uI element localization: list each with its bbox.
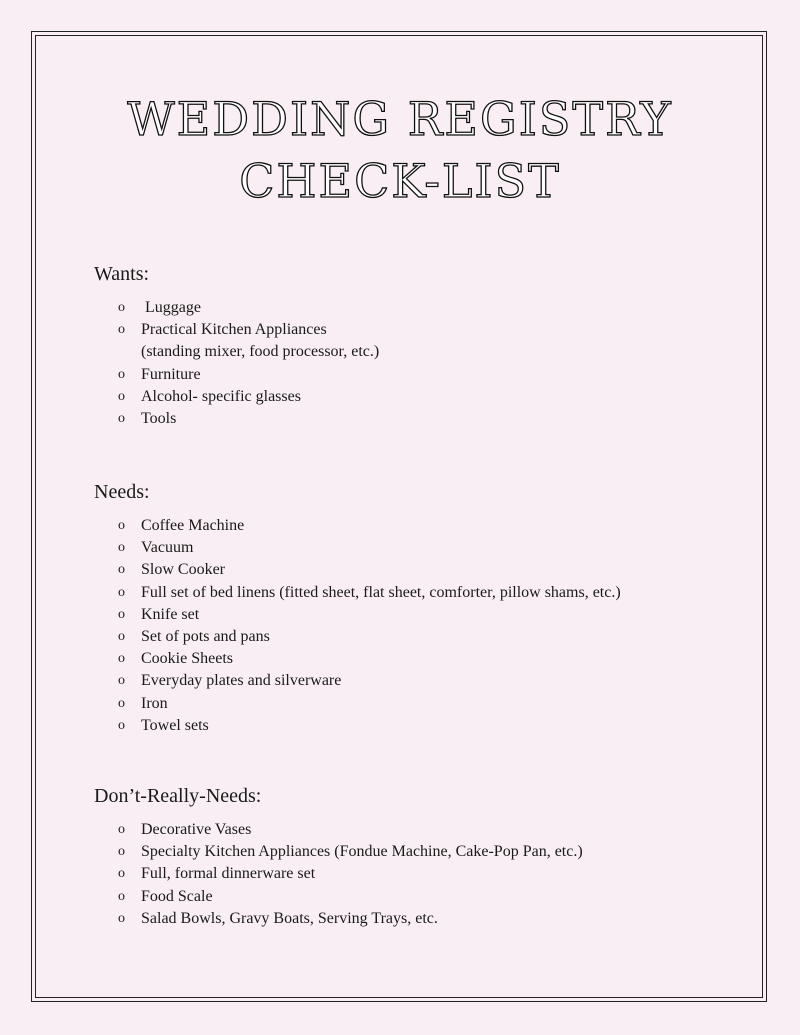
bullet-icon: o (118, 673, 125, 689)
title-line-1: WEDDING REGISTRY (127, 92, 673, 146)
section-heading: Don’t-Really-Needs: (94, 785, 262, 807)
bullet-icon: o (118, 822, 125, 837)
bullet-icon: o (118, 695, 125, 711)
bullet-icon: o (118, 518, 125, 533)
bullet-icon: o (118, 717, 125, 733)
list-item (94, 559, 621, 581)
section-heading: Needs: (94, 481, 150, 503)
title-line-2: CHECK-LIST (239, 154, 561, 208)
bullet-icon: o (118, 584, 125, 600)
item-text: Everyday plates and silverware (141, 672, 342, 690)
bullet-icon: o (118, 366, 125, 382)
section-dont-really-needs (94, 784, 583, 930)
item-text: Salad Bowls, Gravy Boats, Serving Trays, etc. (141, 909, 438, 927)
item-text: Furniture (141, 365, 201, 383)
item-text: Iron (141, 694, 168, 712)
bullet-icon: o (118, 300, 125, 315)
bullet-icon: o (118, 651, 125, 667)
page-title (0, 88, 800, 212)
section-needs (94, 480, 621, 737)
list-item (94, 693, 621, 715)
item-text: Cookie Sheets (141, 650, 233, 668)
bullet-icon: o (118, 866, 125, 882)
list-item (94, 386, 379, 408)
section-heading: Wants: (94, 263, 150, 285)
item-text: Knife set (141, 605, 200, 623)
bullet-icon: o (118, 322, 125, 338)
list-item (94, 908, 583, 930)
item-text: Tools (141, 410, 177, 428)
list-item (94, 626, 621, 648)
bullet-icon: o (118, 540, 125, 556)
list-item (94, 841, 583, 863)
bullet-icon: o (118, 629, 125, 645)
list-item (94, 715, 621, 737)
item-text: Food Scale (141, 887, 213, 905)
item-text: Specialty Kitchen Appliances (Fondue Machine, Cake-Pop Pan, etc.) (141, 843, 583, 861)
section-wants (94, 262, 379, 430)
list-item (94, 604, 621, 626)
item-text: Set of pots and pans (141, 628, 270, 646)
list-item (94, 408, 379, 430)
bullet-icon: o (118, 562, 125, 578)
bullet-icon: o (118, 388, 125, 404)
bullet-icon: o (118, 844, 125, 860)
item-text: Towel sets (141, 716, 209, 734)
list-item (94, 537, 621, 559)
list-item (94, 364, 379, 386)
bullet-icon: o (118, 888, 125, 904)
list-item (94, 670, 621, 692)
list-item (94, 515, 621, 537)
item-text: Decorative Vases (141, 821, 252, 838)
list-item (94, 648, 621, 670)
list-item (94, 319, 379, 363)
item-text: Alcohol- specific glasses (141, 387, 301, 405)
item-list (94, 515, 621, 737)
bullet-icon: o (118, 411, 125, 427)
list-item (94, 819, 583, 841)
item-text: Vacuum (141, 539, 194, 557)
item-text: Coffee Machine (141, 517, 245, 534)
item-text: Full set of bed linens (fitted sheet, flat sheet, comforter, pillow shams, etc.) (141, 583, 621, 601)
item-list (94, 297, 379, 430)
item-text: Full, formal dinnerware set (141, 865, 316, 883)
item-list (94, 819, 583, 930)
list-item (94, 886, 583, 908)
list-item (94, 297, 379, 319)
list-item (94, 863, 583, 885)
item-text: Practical Kitchen Appliances (141, 321, 327, 339)
item-subtext: (standing mixer, food processor, etc.) (141, 343, 380, 361)
list-item (94, 582, 621, 604)
item-text: Luggage (145, 299, 201, 316)
bullet-icon: o (118, 910, 125, 926)
bullet-icon: o (118, 606, 125, 622)
item-text: Slow Cooker (141, 561, 225, 579)
